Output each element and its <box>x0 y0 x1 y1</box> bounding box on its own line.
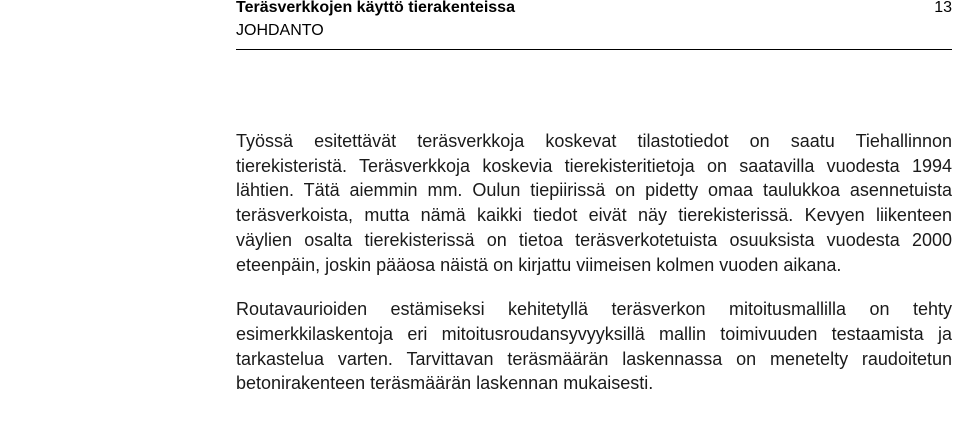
page-number: 13 <box>934 0 952 16</box>
document-title: Teräsverkkojen käyttö tierakenteissa <box>236 0 515 16</box>
section-title: JOHDANTO <box>236 22 324 39</box>
body-text <box>236 129 952 416</box>
page-header <box>236 0 952 50</box>
paragraph-dimensioning-model: Routavaurioiden estämiseksi kehitetyllä teräsverkon mitoitusmallilla on tehty esimerkkilaskentoja eri mitoitusroudansyvyyksillä mallin toimivuuden testaamista ja tarkastelua varten. Tarvittavan teräsmäärän laskennassa on menetelty raudoitetun betonirakenteen teräsmäärän laskennan mukaisesti. <box>236 299 952 394</box>
paragraph-statistics-source: Työssä esitettävät teräsverkkoja koskevat tilastotiedot on saatu Tiehallinnon tierekisteristä. Teräsverkkoja koskevia tierekisteritietoja on saatavilla vuodesta 1994 lähtien. Tätä aiemmin mm. Oulun tiepiirissä on pidetty omaa taulukkoa asennetuista teräsverkoista, mutta nämä kaikki tiedot eivät näy tierekisterissä. Kevyen liikenteen väylien osalta tierekisterissä on tietoa teräsverkotetuista osuuksista vuodesta 2000 eteenpäin, joskin pääosa näistä on kirjattu viimeisen kolmen vuoden aikana. <box>236 131 952 275</box>
